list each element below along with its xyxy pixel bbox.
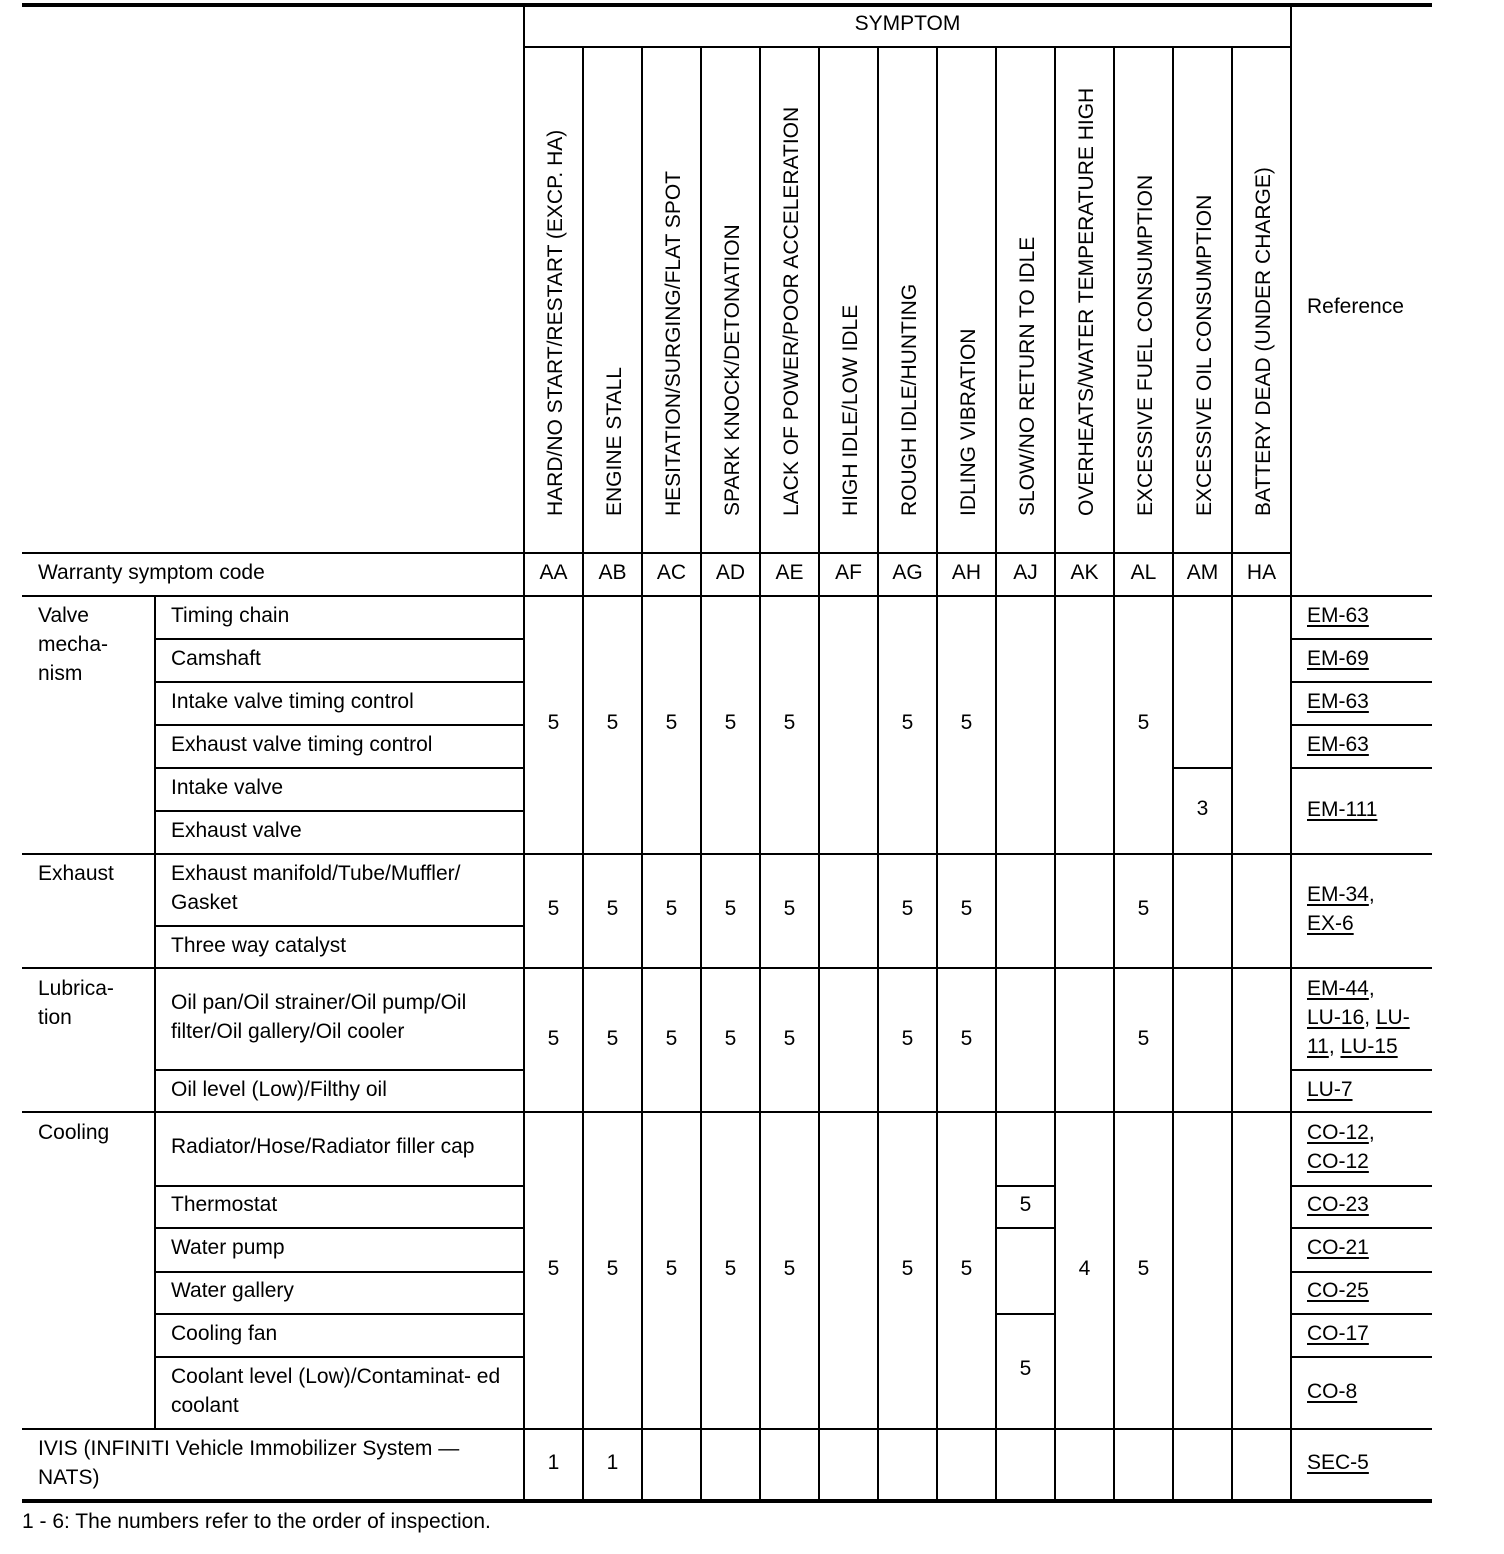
item-intake-valve-timing: Intake valve timing control xyxy=(171,690,414,713)
symptom-label: HIGH IDLE/LOW IDLE xyxy=(838,304,862,516)
code-ha: HA xyxy=(1246,561,1277,584)
ref-separator: , xyxy=(1364,1006,1376,1029)
lub-ah: 5 xyxy=(960,1027,973,1050)
ref-link[interactable]: EM-69 xyxy=(1307,647,1369,670)
ref-link[interactable]: LU-16 xyxy=(1307,1006,1365,1029)
reference-header: Reference xyxy=(1307,295,1404,318)
ref-link[interactable]: EM-63 xyxy=(1307,733,1369,756)
cool-al: 5 xyxy=(1137,1257,1150,1280)
col-divider xyxy=(995,47,997,1501)
item-water-gallery: Water gallery xyxy=(171,1279,294,1302)
table-bottom-border xyxy=(22,1499,1432,1503)
row-divider xyxy=(155,724,524,726)
ivis-aa: 1 xyxy=(547,1451,560,1474)
symptom-label: HESITATION/SURGING/FLAT SPOT xyxy=(661,171,685,516)
ref-link[interactable]: CO-17 xyxy=(1307,1322,1369,1345)
valve-ab: 5 xyxy=(606,711,619,734)
item-exhaust-valve-timing: Exhaust valve timing control xyxy=(171,733,433,756)
ref-divider xyxy=(1291,1313,1432,1315)
valve-al: 5 xyxy=(1137,711,1150,734)
lub-ac: 5 xyxy=(665,1027,678,1050)
code-ae: AE xyxy=(775,561,804,584)
symptom-label: LACK OF POWER/POOR ACCELERATION xyxy=(779,106,803,516)
exhaust-ae: 5 xyxy=(783,897,796,920)
row-divider xyxy=(155,767,524,769)
ref-divider xyxy=(1291,1271,1432,1273)
cool-aa: 5 xyxy=(547,1257,560,1280)
ref-divider xyxy=(1291,638,1432,640)
ref-separator: , xyxy=(1368,1121,1375,1144)
cool-ak: 4 xyxy=(1078,1257,1091,1280)
exhaust-ah: 5 xyxy=(960,897,973,920)
code-am: AM xyxy=(1186,561,1219,584)
col-divider xyxy=(1113,47,1115,1501)
item-thermostat: Thermostat xyxy=(171,1193,278,1216)
item-exhaust-manifold: Exhaust manifold/Tube/Muffler/ Gasket xyxy=(171,862,461,914)
ref-link[interactable]: CO-12 xyxy=(1307,1150,1369,1173)
col-divider xyxy=(1172,47,1174,1501)
ref-lubrication xyxy=(1307,974,1504,1061)
exhaust-group-bottom xyxy=(22,967,1432,969)
lub-aa: 5 xyxy=(547,1027,560,1050)
lub-al: 5 xyxy=(1137,1027,1150,1050)
ref-co17 xyxy=(1307,1319,1369,1348)
item-oil-pan: Oil pan/Oil strainer/Oil pump/Oil filter/Oil gallery/Oil cooler xyxy=(171,991,467,1043)
col-divider xyxy=(936,47,938,1501)
ref-link[interactable]: CO-8 xyxy=(1307,1380,1358,1403)
symptom-label: SLOW/NO RETURN TO IDLE xyxy=(1015,236,1039,516)
am-split-line xyxy=(1173,767,1232,769)
exhaust-al: 5 xyxy=(1137,897,1150,920)
item-intake-valve: Intake valve xyxy=(171,776,284,799)
footnote: 1 - 6: The numbers refer to the order of inspection. xyxy=(22,1510,491,1533)
lub-ad: 5 xyxy=(724,1027,737,1050)
ref-radiator xyxy=(1307,1118,1375,1176)
row-divider xyxy=(155,1356,524,1358)
ref-separator: , xyxy=(1368,977,1375,1000)
row-divider xyxy=(155,925,524,927)
ref-em63-intake xyxy=(1307,687,1369,716)
symptom-label: ROUGH IDLE/HUNTING xyxy=(897,283,921,516)
lub-ag: 5 xyxy=(901,1027,914,1050)
ref-sec5 xyxy=(1307,1448,1369,1477)
col-divider xyxy=(700,47,702,1501)
ref-co23 xyxy=(1307,1190,1369,1219)
exhaust-ad: 5 xyxy=(724,897,737,920)
ref-em111 xyxy=(1307,795,1377,824)
ref-link[interactable]: EX-6 xyxy=(1307,912,1354,935)
group-label-lubrication: Lubrica- tion xyxy=(38,977,114,1029)
ref-exhaust xyxy=(1307,880,1375,938)
row-divider xyxy=(155,1185,524,1187)
ref-co8 xyxy=(1307,1377,1357,1406)
valve-aa: 5 xyxy=(547,711,560,734)
exhaust-ag: 5 xyxy=(901,897,914,920)
symptom-header-divider xyxy=(524,46,1291,48)
row-divider xyxy=(155,681,524,683)
item-three-way-catalyst: Three way catalyst xyxy=(171,934,347,957)
ref-divider xyxy=(1291,1227,1432,1229)
code-aj: AJ xyxy=(1013,561,1038,584)
valve-ad: 5 xyxy=(724,711,737,734)
col-divider xyxy=(641,47,643,1501)
ivis-ab: 1 xyxy=(606,1451,619,1474)
lubrication-group-bottom xyxy=(22,1111,1432,1113)
col-divider xyxy=(1054,47,1056,1501)
cool-ad: 5 xyxy=(724,1257,737,1280)
cool-ac: 5 xyxy=(665,1257,678,1280)
cool-ab: 5 xyxy=(606,1257,619,1280)
col-divider xyxy=(582,47,584,1501)
valve-am: 3 xyxy=(1196,797,1209,820)
col-divider xyxy=(1231,47,1233,1501)
ref-link[interactable]: LU-7 xyxy=(1307,1078,1353,1101)
item-water-pump: Water pump xyxy=(171,1236,285,1259)
lub-ae: 5 xyxy=(783,1027,796,1050)
ref-divider xyxy=(1291,1185,1432,1187)
group-label-exhaust: Exhaust xyxy=(38,862,114,885)
code-al: AL xyxy=(1130,561,1157,584)
exhaust-ab: 5 xyxy=(606,897,619,920)
ref-divider xyxy=(1291,767,1432,769)
code-ac: AC xyxy=(656,561,687,584)
code-ab: AB xyxy=(598,561,627,584)
code-row-bottom-line xyxy=(22,595,1432,597)
col-divider-item xyxy=(154,596,156,1429)
lub-ab: 5 xyxy=(606,1027,619,1050)
cool-ah: 5 xyxy=(960,1257,973,1280)
aj-split-line xyxy=(996,1227,1055,1229)
exhaust-aa: 5 xyxy=(547,897,560,920)
col-divider xyxy=(877,47,879,1501)
cooling-group-bottom xyxy=(22,1428,1432,1430)
code-aa: AA xyxy=(539,561,568,584)
cool-aj-fan: 5 xyxy=(1019,1357,1032,1380)
ref-link[interactable]: CO-23 xyxy=(1307,1193,1369,1216)
item-timing-chain: Timing chain xyxy=(171,604,290,627)
ref-link[interactable]: SEC-5 xyxy=(1307,1451,1369,1474)
group-label-valve: Valve mecha- nism xyxy=(38,604,109,685)
row-divider xyxy=(155,1069,524,1071)
ref-link[interactable]: CO-21 xyxy=(1307,1236,1369,1259)
valve-ag: 5 xyxy=(901,711,914,734)
valve-ac: 5 xyxy=(665,711,678,734)
header-bottom-line xyxy=(22,552,1291,554)
symptom-label: OVERHEATS/WATER TEMPERATURE HIGH xyxy=(1074,87,1098,516)
ref-link[interactable]: LU- 11 xyxy=(1307,1006,1410,1058)
ref-em69 xyxy=(1307,644,1369,673)
col-divider xyxy=(759,47,761,1501)
item-exhaust-valve: Exhaust valve xyxy=(171,819,302,842)
ref-divider xyxy=(1291,1356,1432,1358)
valve-ah: 5 xyxy=(960,711,973,734)
symptom-label: BATTERY DEAD (UNDER CHARGE) xyxy=(1251,167,1275,516)
row-divider xyxy=(155,1271,524,1273)
item-radiator: Radiator/Hose/Radiator filler cap xyxy=(171,1135,475,1158)
ref-link[interactable]: LU-15 xyxy=(1340,1035,1398,1058)
ref-separator: , xyxy=(1328,1035,1341,1058)
code-ad: AD xyxy=(715,561,746,584)
aj-split-line xyxy=(996,1313,1055,1315)
code-ag: AG xyxy=(892,561,923,584)
cool-ae: 5 xyxy=(783,1257,796,1280)
cool-aj-thermostat: 5 xyxy=(1019,1193,1032,1216)
ref-co21 xyxy=(1307,1233,1369,1262)
ref-link[interactable]: CO-25 xyxy=(1307,1279,1369,1302)
symptom-header: SYMPTOM xyxy=(854,12,961,35)
ref-link[interactable]: EM-44 xyxy=(1307,977,1369,1000)
item-oil-level: Oil level (Low)/Filthy oil xyxy=(171,1078,387,1101)
symptom-label: ENGINE STALL xyxy=(602,367,626,516)
ref-link[interactable]: EM-63 xyxy=(1307,690,1369,713)
ref-co25 xyxy=(1307,1276,1369,1305)
ref-link[interactable]: EM-34 xyxy=(1307,883,1369,906)
cool-ag: 5 xyxy=(901,1257,914,1280)
exhaust-ac: 5 xyxy=(665,897,678,920)
ref-em63-timing xyxy=(1307,601,1369,630)
ref-link[interactable]: EM-63 xyxy=(1307,604,1369,627)
valve-group-bottom xyxy=(22,853,1432,855)
ref-link[interactable]: CO-12 xyxy=(1307,1121,1369,1144)
item-camshaft: Camshaft xyxy=(171,647,261,670)
symptom-label: EXCESSIVE OIL CONSUMPTION xyxy=(1192,194,1216,516)
row-divider xyxy=(155,1313,524,1315)
symptom-label: EXCESSIVE FUEL CONSUMPTION xyxy=(1133,174,1157,516)
valve-ae: 5 xyxy=(783,711,796,734)
code-ak: AK xyxy=(1070,561,1099,584)
code-af: AF xyxy=(835,561,862,584)
table-top-border xyxy=(22,3,1432,7)
ref-link[interactable]: EM-111 xyxy=(1307,798,1378,821)
row-divider xyxy=(155,1227,524,1229)
col-divider xyxy=(818,47,820,1501)
row-divider xyxy=(155,638,524,640)
item-cooling-fan: Cooling fan xyxy=(171,1322,278,1345)
warranty-code-label: Warranty symptom code xyxy=(38,561,265,584)
col-divider xyxy=(1290,5,1292,1501)
ref-divider xyxy=(1291,1069,1432,1071)
symptom-label: SPARK KNOCK/DETONATION xyxy=(720,224,744,516)
symptom-label: HARD/NO START/RESTART (EXCP. HA) xyxy=(543,129,567,516)
ref-divider xyxy=(1291,724,1432,726)
ref-em63-exhaust xyxy=(1307,730,1369,759)
ref-lu7 xyxy=(1307,1075,1353,1104)
symptom-label: IDLING VIBRATION xyxy=(956,328,980,516)
code-ah: AH xyxy=(951,561,982,584)
group-label-ivis: IVIS (INFINITI Vehicle Immobilizer System — NATS) xyxy=(38,1437,460,1489)
ref-separator: , xyxy=(1368,883,1375,906)
ref-divider xyxy=(1291,681,1432,683)
aj-split-line xyxy=(996,1185,1055,1187)
row-divider xyxy=(155,810,524,812)
item-coolant-level: Coolant level (Low)/Contaminat- ed coolant xyxy=(171,1365,501,1417)
group-label-cooling: Cooling xyxy=(38,1121,110,1144)
